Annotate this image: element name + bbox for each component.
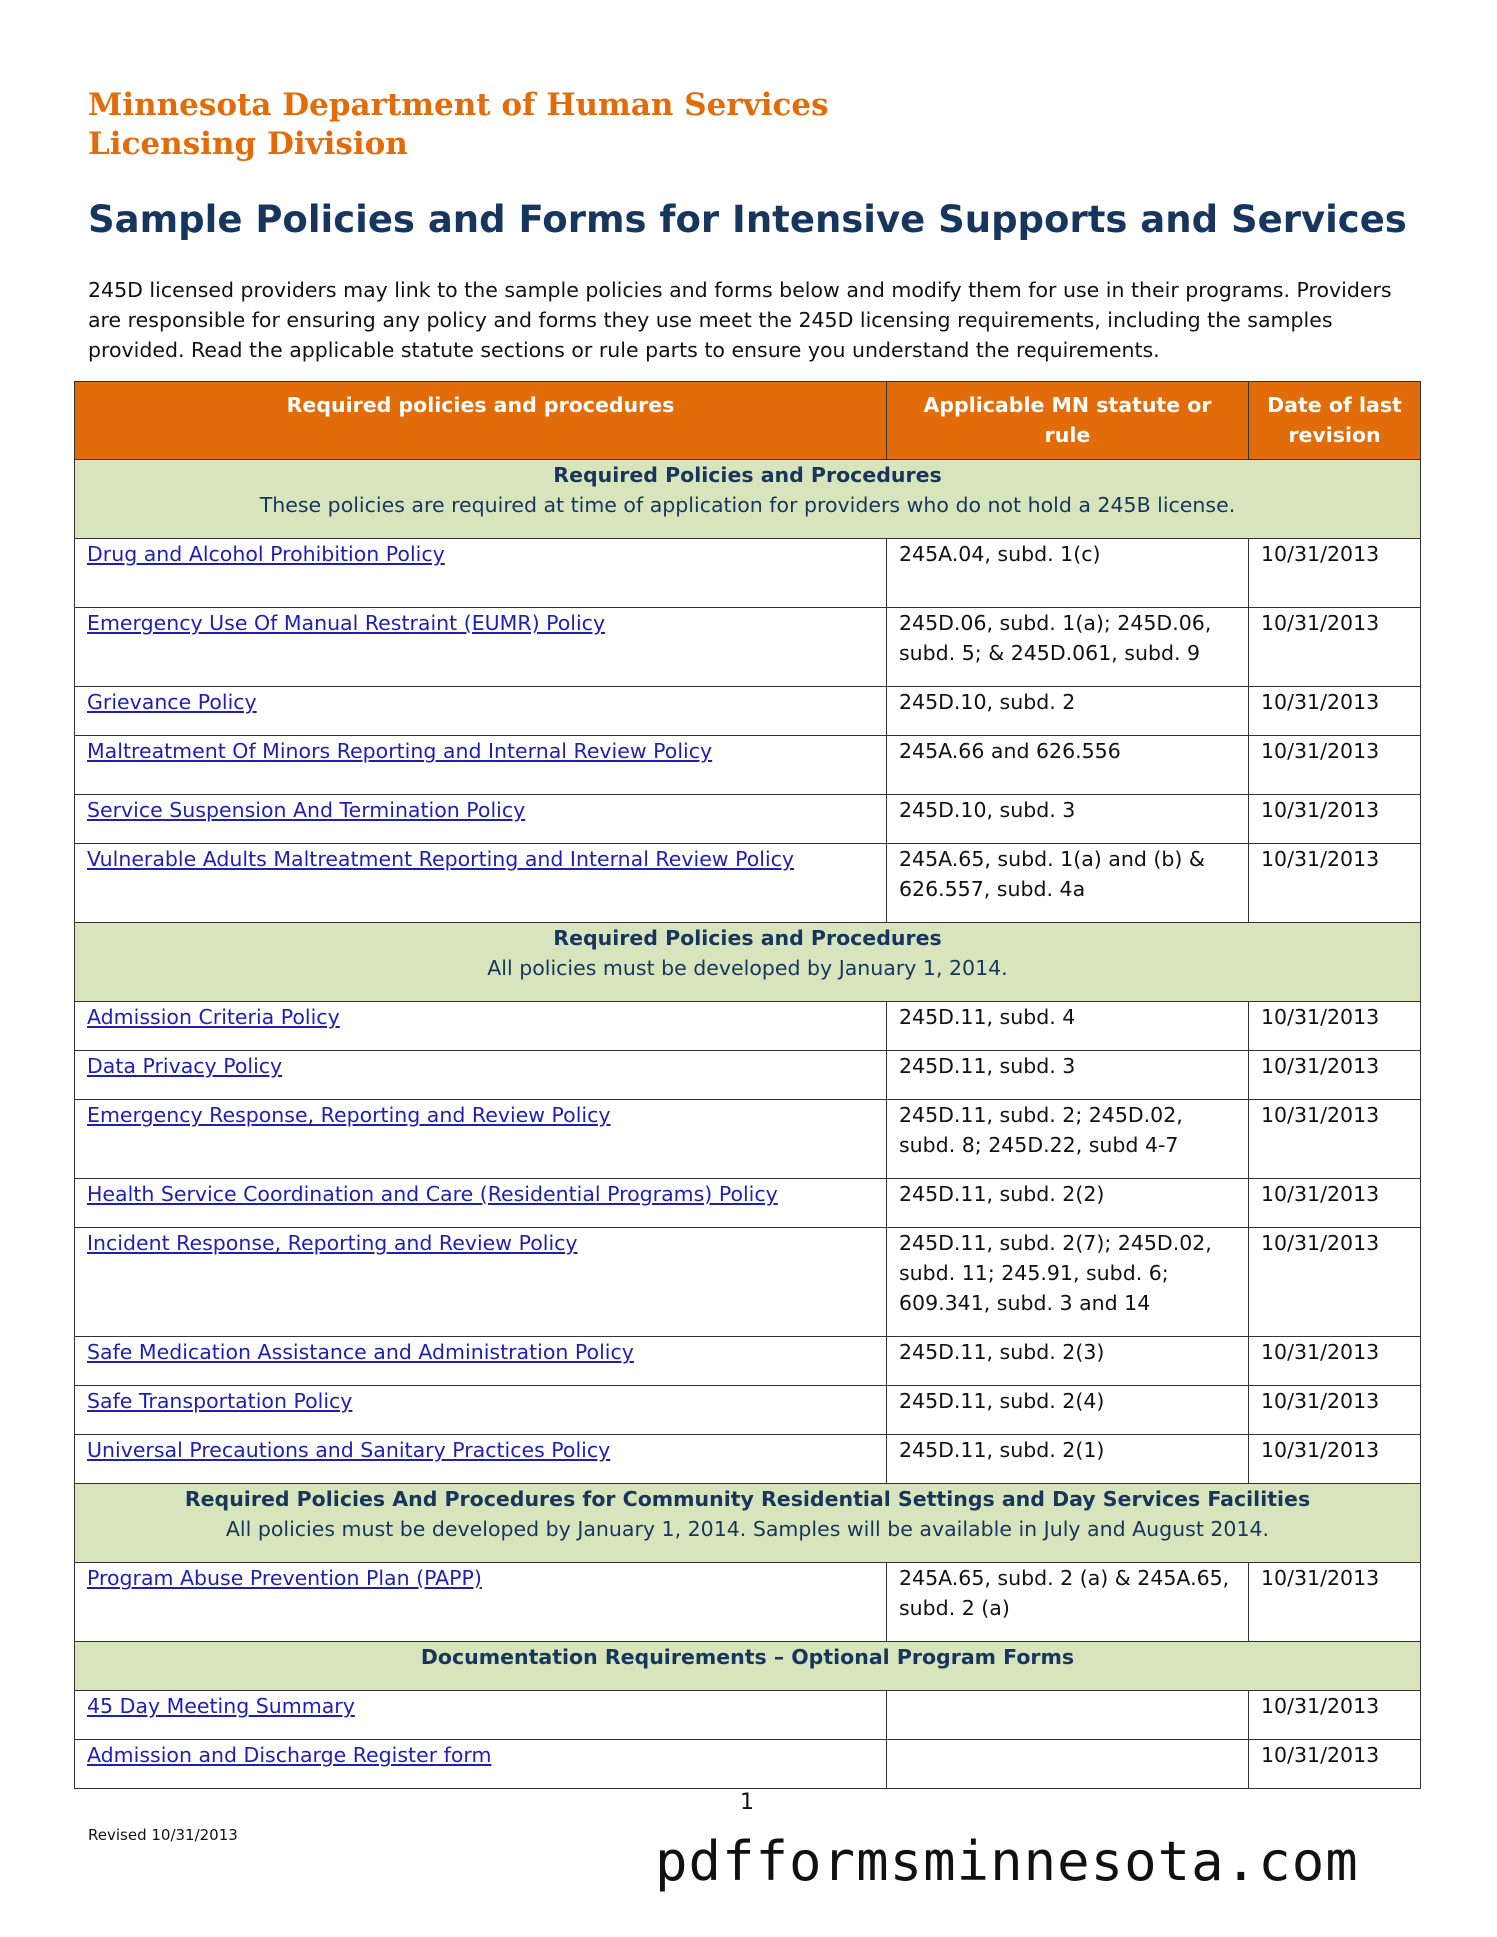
policy-cell bbox=[75, 1337, 887, 1386]
statute-cell: 245D.10, subd. 2 bbox=[887, 687, 1249, 736]
statute-cell: 245D.11, subd. 2; 245D.02, subd. 8; 245D.22, subd 4-7 bbox=[887, 1100, 1249, 1179]
policy-link[interactable]: Emergency Use Of Manual Restraint (EUMR) Policy bbox=[87, 611, 606, 635]
revision-date-cell: 10/31/2013 bbox=[1249, 1179, 1421, 1228]
revision-date-cell: 10/31/2013 bbox=[1249, 795, 1421, 844]
table-row bbox=[75, 1386, 1421, 1435]
policy-link[interactable]: Safe Transportation Policy bbox=[87, 1389, 353, 1413]
table-row bbox=[75, 608, 1421, 687]
policy-cell bbox=[75, 795, 887, 844]
section-title: Required Policies And Procedures for Community Residential Settings and Day Services Facilities bbox=[184, 1487, 1311, 1511]
table-row bbox=[75, 844, 1421, 923]
revision-date-cell: 10/31/2013 bbox=[1249, 1337, 1421, 1386]
section-title: Required Policies and Procedures bbox=[553, 926, 942, 950]
revision-date-cell: 10/31/2013 bbox=[1249, 844, 1421, 923]
policy-cell bbox=[75, 736, 887, 795]
section-header-cell bbox=[75, 923, 1421, 1002]
section-subtitle: All policies must be developed by January 1, 2014. Samples will be available in July and August 2014. bbox=[225, 1517, 1270, 1541]
statute-cell: 245D.11, subd. 2(4) bbox=[887, 1386, 1249, 1435]
statute-cell: 245D.10, subd. 3 bbox=[887, 795, 1249, 844]
revision-date-cell: 10/31/2013 bbox=[1249, 1691, 1421, 1740]
statute-cell: 245D.06, subd. 1(a); 245D.06, subd. 5; & 245D.061, subd. 9 bbox=[887, 608, 1249, 687]
revision-date-cell: 10/31/2013 bbox=[1249, 1435, 1421, 1484]
statute-cell bbox=[887, 1740, 1249, 1789]
policy-cell bbox=[75, 539, 887, 608]
policy-cell bbox=[75, 1740, 887, 1789]
policy-cell bbox=[75, 1563, 887, 1642]
policies-table bbox=[74, 381, 1421, 1789]
revision-date-cell: 10/31/2013 bbox=[1249, 539, 1421, 608]
statute-cell: 245D.11, subd. 4 bbox=[887, 1002, 1249, 1051]
table-row bbox=[75, 1740, 1421, 1789]
table-row bbox=[75, 1563, 1421, 1642]
revision-date-cell: 10/31/2013 bbox=[1249, 1002, 1421, 1051]
table-row bbox=[75, 539, 1421, 608]
section-title: Required Policies and Procedures bbox=[553, 463, 942, 487]
revision-date-cell: 10/31/2013 bbox=[1249, 736, 1421, 795]
table-row bbox=[75, 1691, 1421, 1740]
table-row bbox=[75, 1435, 1421, 1484]
statute-cell: 245A.65, subd. 1(a) and (b) & 626.557, subd. 4a bbox=[887, 844, 1249, 923]
policy-link[interactable]: Universal Precautions and Sanitary Practices Policy bbox=[87, 1438, 611, 1462]
policy-cell bbox=[75, 1051, 887, 1100]
statute-cell: 245D.11, subd. 3 bbox=[887, 1051, 1249, 1100]
policy-link[interactable]: Admission Criteria Policy bbox=[87, 1005, 340, 1029]
section-header-row bbox=[75, 1484, 1421, 1563]
revision-date-cell: 10/31/2013 bbox=[1249, 1100, 1421, 1179]
revision-date-cell: 10/31/2013 bbox=[1249, 687, 1421, 736]
revision-date-cell: 10/31/2013 bbox=[1249, 1051, 1421, 1100]
statute-cell: 245D.11, subd. 2(2) bbox=[887, 1179, 1249, 1228]
policy-cell bbox=[75, 1228, 887, 1337]
table-header-row bbox=[75, 382, 1421, 460]
policy-cell bbox=[75, 1002, 887, 1051]
section-header-cell bbox=[75, 1484, 1421, 1563]
header-statute: Applicable MN statute or rule bbox=[887, 382, 1249, 460]
section-header-row bbox=[75, 923, 1421, 1002]
table-row bbox=[75, 795, 1421, 844]
policy-cell bbox=[75, 1691, 887, 1740]
statute-cell: 245D.11, subd. 2(1) bbox=[887, 1435, 1249, 1484]
table-row bbox=[75, 736, 1421, 795]
revised-date: Revised 10/31/2013 bbox=[88, 1826, 238, 1844]
revision-date-cell: 10/31/2013 bbox=[1249, 1740, 1421, 1789]
table-row bbox=[75, 1179, 1421, 1228]
table-row bbox=[75, 1100, 1421, 1179]
revision-date-cell: 10/31/2013 bbox=[1249, 1386, 1421, 1435]
table-row bbox=[75, 1337, 1421, 1386]
page-title: Sample Policies and Forms for Intensive Supports and Services bbox=[88, 198, 1407, 241]
policy-link[interactable]: 45 Day Meeting Summary bbox=[87, 1694, 355, 1718]
statute-cell: 245D.11, subd. 2(7); 245D.02, subd. 11; 245.91, subd. 6; 609.341, subd. 3 and 14 bbox=[887, 1228, 1249, 1337]
header-date: Date of last revision bbox=[1249, 382, 1421, 460]
org-division: Licensing Division bbox=[88, 126, 408, 162]
header-policies: Required policies and procedures bbox=[75, 382, 887, 460]
site-watermark: pdfformsminnesota.com bbox=[655, 1830, 1359, 1893]
section-header-cell bbox=[75, 460, 1421, 539]
statute-cell: 245D.11, subd. 2(3) bbox=[887, 1337, 1249, 1386]
revision-date-cell: 10/31/2013 bbox=[1249, 1228, 1421, 1337]
org-name: Minnesota Department of Human Services bbox=[88, 87, 829, 123]
policy-cell bbox=[75, 1100, 887, 1179]
section-subtitle: All policies must be developed by January 1, 2014. bbox=[487, 956, 1008, 980]
policy-link[interactable]: Safe Medication Assistance and Administration Policy bbox=[87, 1340, 634, 1364]
policy-link[interactable]: Service Suspension And Termination Policy bbox=[87, 798, 526, 822]
statute-cell bbox=[887, 1691, 1249, 1740]
revision-date-cell: 10/31/2013 bbox=[1249, 1563, 1421, 1642]
policy-cell bbox=[75, 1435, 887, 1484]
policy-link[interactable]: Admission and Discharge Register form bbox=[87, 1743, 492, 1767]
policy-link[interactable]: Drug and Alcohol Prohibition Policy bbox=[87, 542, 445, 566]
table-row bbox=[75, 1051, 1421, 1100]
policy-cell bbox=[75, 844, 887, 923]
section-header-row bbox=[75, 460, 1421, 539]
section-header-row bbox=[75, 1642, 1421, 1691]
table-row bbox=[75, 1002, 1421, 1051]
policy-link[interactable]: Data Privacy Policy bbox=[87, 1054, 283, 1078]
policy-link[interactable]: Vulnerable Adults Maltreatment Reporting and Internal Review Policy bbox=[87, 847, 795, 871]
policy-cell bbox=[75, 687, 887, 736]
page-number: 1 bbox=[740, 1790, 754, 1815]
section-title: Documentation Requirements – Optional Program Forms bbox=[420, 1645, 1075, 1669]
statute-cell: 245A.66 and 626.556 bbox=[887, 736, 1249, 795]
statute-cell: 245A.04, subd. 1(c) bbox=[887, 539, 1249, 608]
policy-cell bbox=[75, 1386, 887, 1435]
policy-link[interactable]: Grievance Policy bbox=[87, 690, 257, 714]
policy-link[interactable]: Incident Response, Reporting and Review Policy bbox=[87, 1231, 578, 1255]
policy-link[interactable]: Program Abuse Prevention Plan (PAPP) bbox=[87, 1566, 482, 1590]
organization-header bbox=[88, 86, 829, 164]
statute-cell: 245A.65, subd. 2 (a) & 245A.65, subd. 2 (a) bbox=[887, 1563, 1249, 1642]
policy-link[interactable]: Health Service Coordination and Care (Residential Programs) Policy bbox=[87, 1182, 778, 1206]
policy-link[interactable]: Emergency Response, Reporting and Review Policy bbox=[87, 1103, 611, 1127]
policy-link[interactable]: Maltreatment Of Minors Reporting and Internal Review Policy bbox=[87, 739, 713, 763]
section-subtitle: These policies are required at time of application for providers who do not hold a 245B license. bbox=[259, 493, 1236, 517]
section-header-cell bbox=[75, 1642, 1421, 1691]
policy-cell bbox=[75, 608, 887, 687]
intro-paragraph: 245D licensed providers may link to the sample policies and forms below and modify them for use in their programs. Providers are responsible for ensuring any policy and forms they use meet the 245D licensing requirements, including the samples provided. Read the applicable statute sections or rule parts to ensure you understand the requirements. bbox=[88, 278, 1392, 362]
table-row bbox=[75, 1228, 1421, 1337]
revision-date-cell: 10/31/2013 bbox=[1249, 608, 1421, 687]
table-row bbox=[75, 687, 1421, 736]
policy-cell bbox=[75, 1179, 887, 1228]
